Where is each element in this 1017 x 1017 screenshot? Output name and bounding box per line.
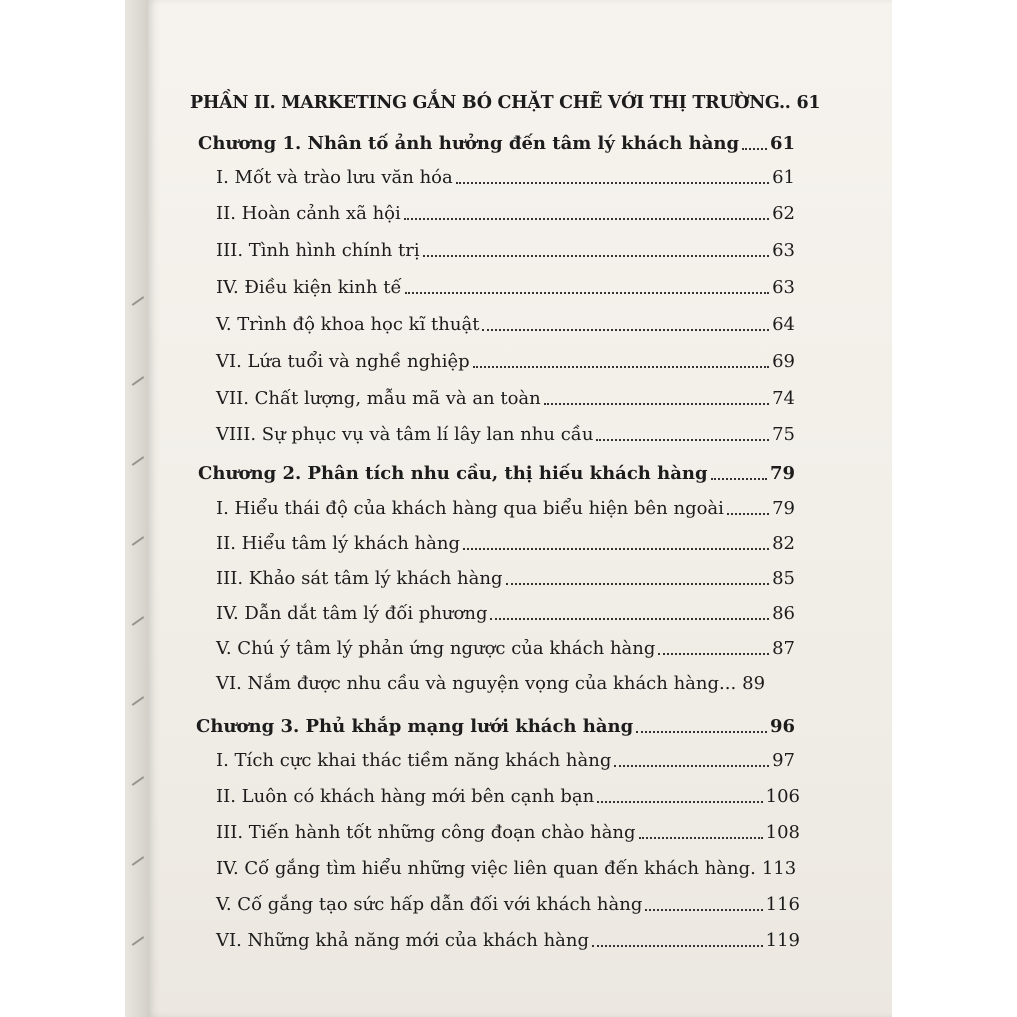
toc-section: III. Tiến hành tốt những công đoạn chào hàng 108 xyxy=(216,822,800,843)
toc-section: III. Khảo sát tâm lý khách hàng 85 xyxy=(216,568,795,589)
toc-section: IV. Dẫn dắt tâm lý đối phương 86 xyxy=(216,603,795,624)
toc-section: I. Hiểu thái độ của khách hàng qua biểu hiện bên ngoài 79 xyxy=(216,498,795,519)
dot-leader xyxy=(592,945,763,947)
toc-section: V. Chú ý tâm lý phản ứng ngược của khách hàng 87 xyxy=(216,638,795,659)
toc-section: I. Tích cực khai thác tiềm năng khách hàng 97 xyxy=(216,750,795,771)
toc-section: IV. Cố gắng tìm hiểu những việc liên quan đến khách hàng. 113 xyxy=(216,858,797,879)
dot-leader xyxy=(636,731,767,733)
toc-section: II. Hoàn cảnh xã hội 62 xyxy=(216,203,795,224)
toc-chapter: Chương 3. Phủ khắp mạng lưới khách hàng 96 xyxy=(196,716,795,737)
toc-section: VIII. Sự phục vụ và tâm lí lây lan nhu cầu 75 xyxy=(216,424,795,445)
spine-mark xyxy=(132,536,145,546)
dot-leader xyxy=(645,909,762,911)
toc-section: VI. Những khả năng mới của khách hàng 119 xyxy=(216,930,800,951)
dot-leader xyxy=(597,801,762,803)
toc-section: VI. Lứa tuổi và nghề nghiệp 69 xyxy=(216,351,795,372)
dot-leader xyxy=(473,366,769,368)
dot-leader xyxy=(456,182,769,184)
toc-part: PHẦN II. MARKETING GẮN BÓ CHẶT CHẼ VỚI THỊ TRƯỜNG.. 61 xyxy=(190,93,821,113)
spine-mark xyxy=(132,616,145,626)
toc-section: II. Luôn có khách hàng mới bên cạnh bạn 106 xyxy=(216,786,800,807)
toc-section: II. Hiểu tâm lý khách hàng 82 xyxy=(216,533,795,554)
dot-leader xyxy=(727,513,769,515)
dot-leader xyxy=(506,583,770,585)
dot-leader xyxy=(463,548,769,550)
toc-section: VI. Nắm được nhu cầu và nguyện vọng của khách hàng... 89 xyxy=(216,673,766,694)
dot-leader xyxy=(596,439,769,441)
spine-mark xyxy=(132,696,145,706)
dot-leader xyxy=(482,329,769,331)
spine-mark xyxy=(132,936,145,946)
toc-section: IV. Điều kiện kinh tế 63 xyxy=(216,277,795,298)
toc-section: III. Tình hình chính trị 63 xyxy=(216,240,795,261)
dot-leader xyxy=(404,218,769,220)
toc-section: VII. Chất lượng, mẫu mã và an toàn 74 xyxy=(216,388,795,409)
spine-mark xyxy=(132,456,145,466)
toc-section: I. Mốt và trào lưu văn hóa 61 xyxy=(216,167,795,188)
dot-leader xyxy=(490,618,769,620)
toc-chapter: Chương 1. Nhân tố ảnh hưởng đến tâm lý khách hàng 61 xyxy=(198,133,795,154)
spine-mark xyxy=(132,376,145,386)
toc-section: V. Cố gắng tạo sức hấp dẫn đối với khách hàng 116 xyxy=(216,894,800,915)
book-page xyxy=(148,0,892,1017)
toc-section: V. Trình độ khoa học kĩ thuật 64 xyxy=(216,314,795,335)
spine-mark xyxy=(132,856,145,866)
spine-mark xyxy=(132,296,145,306)
toc-chapter: Chương 2. Phân tích nhu cầu, thị hiếu khách hàng 79 xyxy=(198,463,795,484)
dot-leader xyxy=(405,292,770,294)
table-of-contents xyxy=(148,0,892,1017)
dot-leader xyxy=(544,403,769,405)
dot-leader xyxy=(742,148,767,150)
dot-leader xyxy=(658,653,769,655)
dot-leader xyxy=(423,255,769,257)
dot-leader xyxy=(614,765,769,767)
spine-mark xyxy=(132,776,145,786)
dot-leader xyxy=(711,478,767,480)
dot-leader xyxy=(639,837,763,839)
